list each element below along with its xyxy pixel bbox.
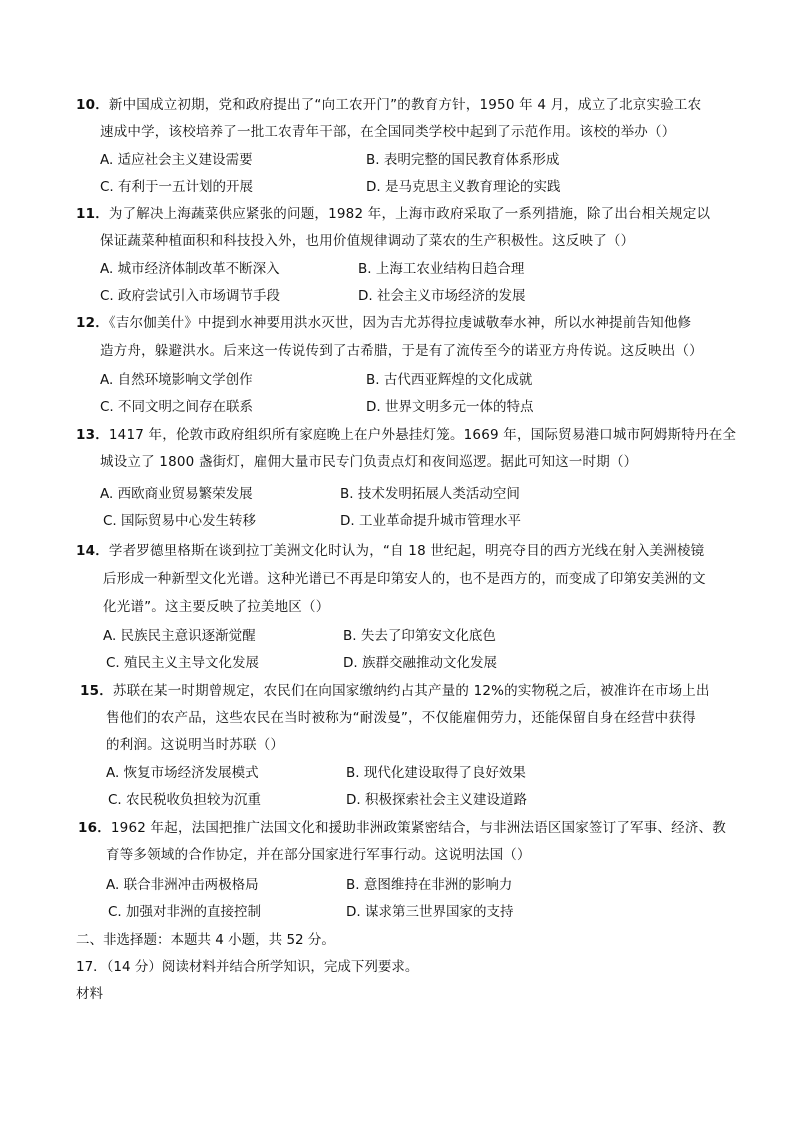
question-number: 15 xyxy=(80,683,100,699)
option-a: A. 自然环境影响文学创作 xyxy=(100,372,253,388)
option-b: B. 意图维持在非洲的影响力 xyxy=(346,877,513,893)
option-c: C. 殖民主义主导文化发展 xyxy=(106,655,260,671)
material-label: 材料 xyxy=(76,986,103,1002)
option-d: D. 是马克思主义教育理论的实践 xyxy=(366,179,561,195)
question-text-line: 11．为了解决上海蔬菜供应紧张的问题，1982 年，上海市政府采取了一系列措施，除了出台相关规定以 xyxy=(76,206,711,222)
question-text-line: 后形成一种新型文化光谱。这种光谱已不再是印第安人的，也不是西方的，而变成了印第安美洲的文 xyxy=(103,571,706,587)
question-number: 10 xyxy=(76,97,96,113)
question-number: 14 xyxy=(76,543,96,559)
question-number: 16 xyxy=(78,820,98,836)
question-text-line: 化光谱”。这主要反映了拉美地区（） xyxy=(103,599,330,615)
option-a: A. 西欧商业贸易繁荣发展 xyxy=(100,486,253,502)
question-text-line: 的利润。这说明当时苏联（） xyxy=(106,737,285,753)
question-text-line: 12．《吉尔伽美什》中提到水神要用洪水灭世，因为吉尤苏得拉虔诚敬奉水神，所以水神提前告知他修 xyxy=(76,315,692,331)
question-text-line: 造方舟，躲避洪水。后来这一传说传到了古希腊，于是有了流传至今的诺亚方舟传说。这反映出（） xyxy=(100,343,703,359)
option-a: A. 恢复市场经济发展模式 xyxy=(106,765,259,781)
question-text-line: 15．苏联在某一时期曾规定，农民们在向国家缴纳约占其产量的 12%的实物税之后，被准许在市场上出 xyxy=(80,683,710,699)
option-c: C. 农民税收负担较为沉重 xyxy=(108,792,262,808)
question-text-line: 14．学者罗德里格斯在谈到拉丁美洲文化时认为，“自 18 世纪起，明亮夺目的西方光线在射入美洲棱镜 xyxy=(76,543,705,559)
option-a: A. 民族民主意识逐渐觉醒 xyxy=(103,628,256,644)
option-d: D. 世界文明多元一体的特点 xyxy=(366,399,534,415)
question-text-line: 16．1962 年起，法国把推广法国文化和援助非洲政策紧密结合，与非洲法语区国家签订了军事、经济、教 xyxy=(78,820,726,836)
question-number: 12 xyxy=(76,315,96,331)
question-text-line: 售他们的农产品，这些农民在当时被称为“耐泼曼”，不仅能雇佣劳力，还能保留自身在经营中获得 xyxy=(106,710,696,726)
option-c: C. 加强对非洲的直接控制 xyxy=(108,904,262,920)
question-text-line: 育等多领域的合作协定，并在部分国家进行军事行动。这说明法国（） xyxy=(106,847,531,863)
option-a: A. 城市经济体制改革不断深入 xyxy=(100,261,280,277)
question-text-line: 城设立了 1800 盏街灯，雇佣大量市民专门负责点灯和夜间巡逻。据此可知这一时期（） xyxy=(100,454,638,470)
option-d: D. 谋求第三世界国家的支持 xyxy=(346,904,514,920)
option-b: B. 技术发明拓展人类活动空间 xyxy=(340,486,520,502)
question-number: 11 xyxy=(76,206,96,222)
option-a: A. 联合非洲冲击两极格局 xyxy=(106,877,259,893)
option-c: C. 国际贸易中心发生转移 xyxy=(103,513,257,529)
option-b: B. 现代化建设取得了良好效果 xyxy=(346,765,526,781)
question-17-intro: 17．（14 分）阅读材料并结合所学知识，完成下列要求。 xyxy=(76,959,419,975)
option-d: D. 族群交融推动文化发展 xyxy=(343,655,497,671)
option-d: D. 积极探索社会主义建设道路 xyxy=(346,792,527,808)
option-d: D. 社会主义市场经济的发展 xyxy=(358,288,526,304)
option-b: B. 古代西亚辉煌的文化成就 xyxy=(366,372,533,388)
section-heading: 二、非选择题：本题共 4 小题，共 52 分。 xyxy=(76,932,335,948)
question-text-line: 保证蔬菜种植面积和科技投入外，也用价值规律调动了菜农的生产积极性。这反映了（） xyxy=(100,233,635,249)
option-c: C. 政府尝试引入市场调节手段 xyxy=(100,288,281,304)
question-text-line: 速成中学，该校培养了一批工农青年干部，在全国同类学校中起到了示范作用。该校的举办（） xyxy=(100,124,676,140)
option-b: B. 表明完整的国民教育体系形成 xyxy=(366,152,560,168)
option-b: B. 上海工农业结构日趋合理 xyxy=(358,261,525,277)
question-number: 13 xyxy=(76,427,96,443)
option-b: B. 失去了印第安文化底色 xyxy=(343,628,496,644)
option-c: C. 有利于一五计划的开展 xyxy=(100,179,254,195)
question-text-line: 10．新中国成立初期，党和政府提出了“向工农开门”的教育方针，1950 年 4 月，成立了北京实验工农 xyxy=(76,97,702,113)
option-d: D. 工业革命提升城市管理水平 xyxy=(340,513,521,529)
option-a: A. 适应社会主义建设需要 xyxy=(100,152,253,168)
question-text-line: 13．1417 年，伦敦市政府组织所有家庭晚上在户外悬挂灯笼。1669 年，国际贸易港口城市阿姆斯特丹在全 xyxy=(76,427,737,443)
option-c: C. 不同文明之间存在联系 xyxy=(100,399,254,415)
